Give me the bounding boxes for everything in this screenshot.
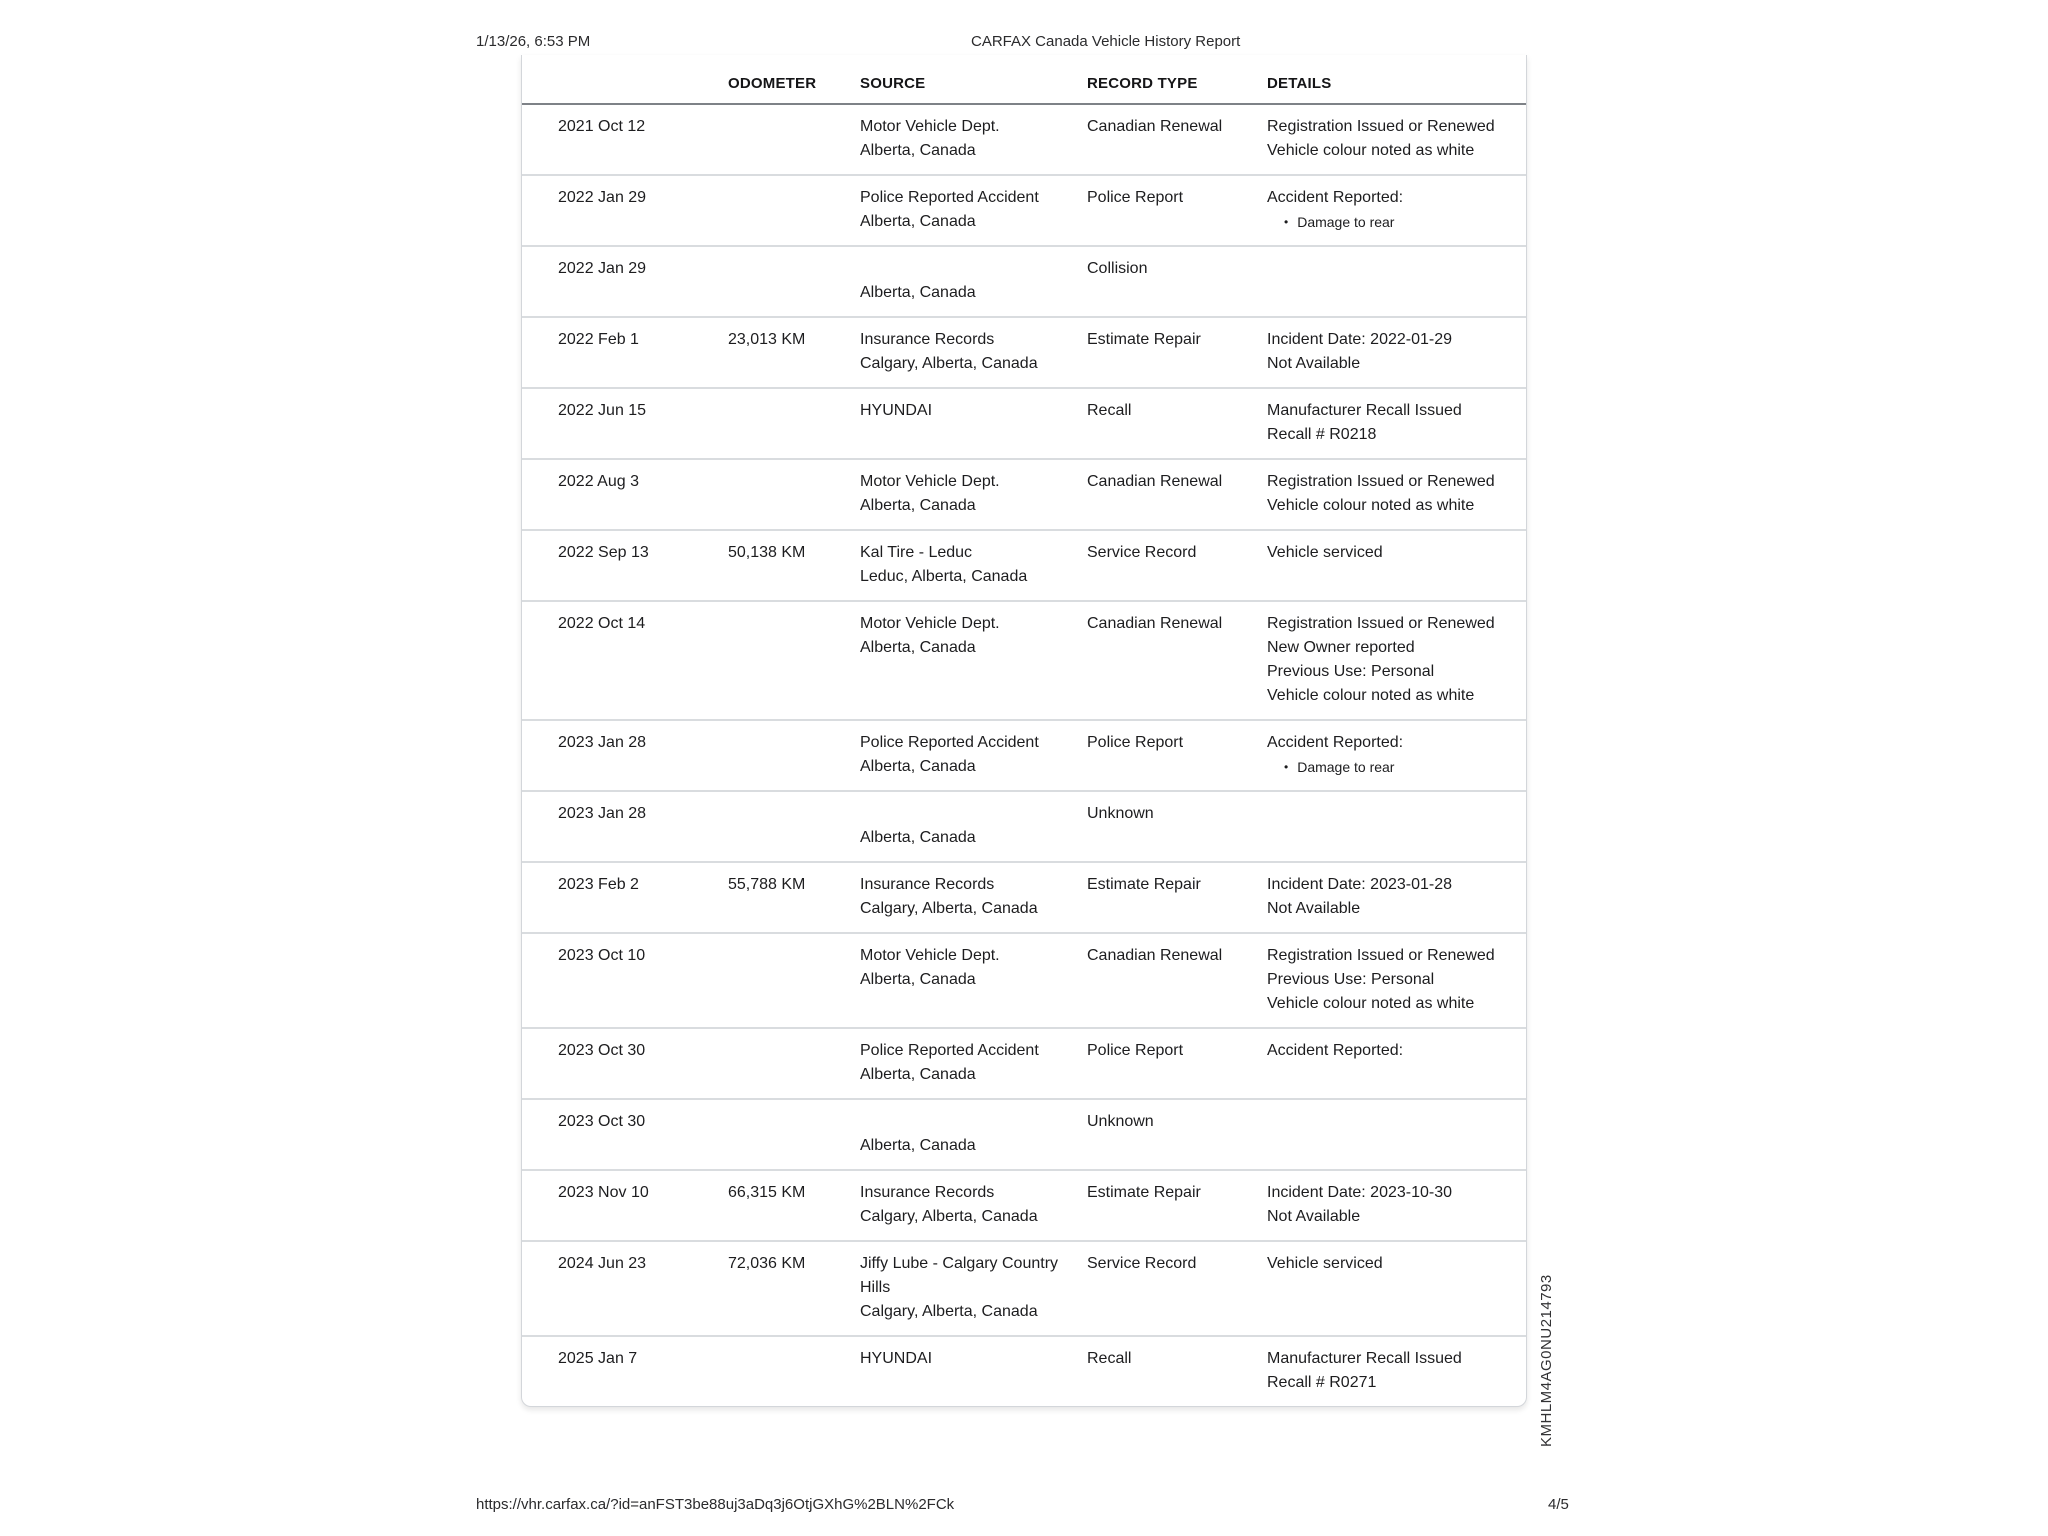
source-line: Motor Vehicle Dept. xyxy=(860,473,1000,490)
history-record-row xyxy=(522,245,1526,316)
column-header-source: SOURCE xyxy=(860,75,926,92)
record-type: Police Report xyxy=(1087,189,1184,206)
source-line: Motor Vehicle Dept. xyxy=(860,947,1000,964)
column-header-odometer: ODOMETER xyxy=(728,75,817,92)
history-record-row xyxy=(522,790,1526,861)
record-date: 2025 Jan 7 xyxy=(558,1350,638,1367)
record-details xyxy=(1267,1181,1526,1229)
detail-bullet-item xyxy=(1267,755,1510,779)
print-datetime: 1/13/26, 6:53 PM xyxy=(476,33,591,50)
detail-line: Accident Reported: xyxy=(1267,189,1404,206)
record-date: 2021 Oct 12 xyxy=(558,118,646,135)
detail-line: Manufacturer Recall Issued xyxy=(1267,402,1462,419)
record-date: 2023 Oct 30 xyxy=(558,1042,646,1059)
record-type: Service Record xyxy=(1087,544,1197,561)
detail-line: Accident Reported: xyxy=(1267,734,1404,751)
record-source xyxy=(860,186,1087,234)
record-source xyxy=(860,1039,1087,1087)
record-date: 2024 Jun 23 xyxy=(558,1255,647,1272)
print-footer-page-number: 4/5 xyxy=(1548,1496,1569,1513)
record-odometer xyxy=(728,1039,860,1087)
record-type: Canadian Renewal xyxy=(1087,615,1223,632)
detail-line: Vehicle colour noted as white xyxy=(1267,687,1475,704)
record-type: Estimate Repair xyxy=(1087,876,1201,893)
detail-bullet-item xyxy=(1267,210,1510,234)
detail-line: Incident Date: 2023-01-28 xyxy=(1267,876,1453,893)
source-line: Kal Tire - Leduc xyxy=(860,544,973,561)
record-date: 2022 Feb 1 xyxy=(558,331,639,348)
history-record-row xyxy=(522,458,1526,529)
record-source xyxy=(860,1252,1087,1324)
record-type: Service Record xyxy=(1087,1255,1197,1272)
detail-line: Accident Reported: xyxy=(1267,1042,1404,1059)
record-source xyxy=(860,731,1087,779)
history-record-row xyxy=(522,1027,1526,1098)
source-line: Alberta, Canada xyxy=(860,1137,976,1154)
history-record-row xyxy=(522,719,1526,790)
source-line: Leduc, Alberta, Canada xyxy=(860,568,1028,585)
source-line: Alberta, Canada xyxy=(860,758,976,775)
print-footer-url: https://vhr.carfax.ca/?id=anFST3be88uj3aDq3j6OtjGXhG%2BLN%2FCk xyxy=(476,1496,955,1513)
detail-line: Incident Date: 2023-10-30 xyxy=(1267,1184,1453,1201)
detail-line: Recall # R0218 xyxy=(1267,426,1377,443)
record-source xyxy=(860,612,1087,708)
page-title: CARFAX Canada Vehicle History Report xyxy=(971,33,1241,50)
source-line: Calgary, Alberta, Canada xyxy=(860,900,1038,917)
source-line: Police Reported Accident xyxy=(860,189,1039,206)
source-line: Police Reported Accident xyxy=(860,734,1039,751)
record-date: 2022 Aug 3 xyxy=(558,473,639,490)
history-record-row xyxy=(522,316,1526,387)
record-odometer: 23,013 KM xyxy=(728,331,806,348)
detail-line: Not Available xyxy=(1267,1208,1361,1225)
record-source xyxy=(860,541,1087,589)
record-source xyxy=(860,470,1087,518)
record-date: 2023 Jan 28 xyxy=(558,734,647,751)
detail-line: Registration Issued or Renewed xyxy=(1267,615,1495,632)
history-record-row xyxy=(522,1335,1526,1406)
column-header-details: DETAILS xyxy=(1267,75,1332,92)
record-odometer xyxy=(728,1110,860,1158)
record-odometer: 72,036 KM xyxy=(728,1255,806,1272)
record-odometer xyxy=(728,944,860,1016)
detail-line: Registration Issued or Renewed xyxy=(1267,473,1495,490)
source-line: Alberta, Canada xyxy=(860,639,976,656)
record-type: Police Report xyxy=(1087,734,1184,751)
source-line: HYUNDAI xyxy=(860,1350,933,1367)
bullet-icon: • xyxy=(1284,760,1289,774)
record-details xyxy=(1267,612,1526,708)
record-date: 2023 Jan 28 xyxy=(558,805,647,822)
source-line: Alberta, Canada xyxy=(860,284,976,301)
record-date: 2022 Jan 29 xyxy=(558,260,647,277)
record-details xyxy=(1267,1252,1526,1324)
detail-line: Not Available xyxy=(1267,900,1361,917)
source-line: Motor Vehicle Dept. xyxy=(860,118,1000,135)
record-details xyxy=(1267,731,1526,779)
record-odometer: 66,315 KM xyxy=(728,1184,806,1201)
history-record-row xyxy=(522,387,1526,458)
record-source xyxy=(860,1347,1087,1395)
table-body xyxy=(522,105,1526,1406)
source-line: Insurance Records xyxy=(860,331,995,348)
record-date: 2023 Oct 30 xyxy=(558,1113,646,1130)
column-header-record-type: RECORD TYPE xyxy=(1087,75,1198,92)
vehicle-history-table xyxy=(521,55,1527,1407)
record-type: Police Report xyxy=(1087,1042,1184,1059)
record-date: 2022 Oct 14 xyxy=(558,615,646,632)
record-details xyxy=(1267,328,1526,376)
record-details xyxy=(1267,873,1526,921)
record-source xyxy=(860,115,1087,163)
record-details xyxy=(1267,470,1526,518)
source-line xyxy=(860,1110,1087,1134)
detail-line: Vehicle serviced xyxy=(1267,1255,1383,1272)
record-odometer xyxy=(728,470,860,518)
record-details xyxy=(1267,541,1526,589)
record-type: Canadian Renewal xyxy=(1087,947,1223,964)
record-details xyxy=(1267,115,1526,163)
record-date: 2023 Oct 10 xyxy=(558,947,646,964)
detail-line: New Owner reported xyxy=(1267,639,1415,656)
record-type: Collision xyxy=(1087,260,1148,277)
record-details xyxy=(1267,1039,1526,1087)
record-type: Recall xyxy=(1087,1350,1132,1367)
record-odometer xyxy=(728,731,860,779)
record-date: 2022 Jun 15 xyxy=(558,402,647,419)
record-type: Estimate Repair xyxy=(1087,331,1201,348)
detail-line: Not Available xyxy=(1267,355,1361,372)
record-type: Unknown xyxy=(1087,1113,1154,1130)
history-record-row xyxy=(522,174,1526,245)
history-record-row xyxy=(522,861,1526,932)
source-line: Motor Vehicle Dept. xyxy=(860,615,1000,632)
record-date: 2022 Jan 29 xyxy=(558,189,647,206)
record-source xyxy=(860,802,1087,850)
source-line: HYUNDAI xyxy=(860,402,933,419)
record-type: Canadian Renewal xyxy=(1087,473,1223,490)
detail-line: Previous Use: Personal xyxy=(1267,971,1435,988)
source-line: Insurance Records xyxy=(860,876,995,893)
history-record-row xyxy=(522,1098,1526,1169)
history-record-row xyxy=(522,1240,1526,1335)
detail-bullet-text: Damage to rear xyxy=(1297,214,1395,230)
record-odometer xyxy=(728,186,860,234)
source-line: Jiffy Lube - Calgary Country xyxy=(860,1255,1059,1272)
bullet-icon: • xyxy=(1284,215,1289,229)
history-record-row xyxy=(522,529,1526,600)
record-details xyxy=(1267,944,1526,1016)
source-line: Alberta, Canada xyxy=(860,971,976,988)
source-line: Insurance Records xyxy=(860,1184,995,1201)
record-odometer: 55,788 KM xyxy=(728,876,806,893)
detail-line: Recall # R0271 xyxy=(1267,1374,1377,1391)
record-source xyxy=(860,257,1087,305)
record-odometer xyxy=(728,399,860,447)
detail-bullet-text: Damage to rear xyxy=(1297,759,1395,775)
source-line: Alberta, Canada xyxy=(860,142,976,159)
source-line: Alberta, Canada xyxy=(860,829,976,846)
history-record-row xyxy=(522,105,1526,174)
record-details xyxy=(1267,257,1526,305)
source-line: Calgary, Alberta, Canada xyxy=(860,355,1038,372)
record-details xyxy=(1267,399,1526,447)
detail-line: Manufacturer Recall Issued xyxy=(1267,1350,1462,1367)
record-date: 2023 Feb 2 xyxy=(558,876,639,893)
source-line: Hills xyxy=(860,1279,891,1296)
detail-line: Vehicle colour noted as white xyxy=(1267,995,1475,1012)
record-odometer xyxy=(728,257,860,305)
detail-line: Registration Issued or Renewed xyxy=(1267,947,1495,964)
record-source xyxy=(860,328,1087,376)
record-source xyxy=(860,1110,1087,1158)
record-type: Estimate Repair xyxy=(1087,1184,1201,1201)
table-header-row xyxy=(522,55,1526,105)
source-line: Alberta, Canada xyxy=(860,1066,976,1083)
history-record-row xyxy=(522,932,1526,1027)
record-type: Canadian Renewal xyxy=(1087,118,1223,135)
record-details xyxy=(1267,1347,1526,1395)
record-date: 2022 Sep 13 xyxy=(558,544,649,561)
history-record-row xyxy=(522,1169,1526,1240)
record-odometer xyxy=(728,1347,860,1395)
detail-line: Vehicle colour noted as white xyxy=(1267,497,1475,514)
history-record-row xyxy=(522,600,1526,719)
record-date: 2023 Nov 10 xyxy=(558,1184,649,1201)
record-type: Unknown xyxy=(1087,805,1154,822)
record-details xyxy=(1267,1110,1526,1158)
detail-line: Previous Use: Personal xyxy=(1267,663,1435,680)
record-details xyxy=(1267,186,1526,234)
source-line: Calgary, Alberta, Canada xyxy=(860,1208,1038,1225)
detail-line: Incident Date: 2022-01-29 xyxy=(1267,331,1453,348)
source-line: Alberta, Canada xyxy=(860,213,976,230)
source-line xyxy=(860,802,1087,826)
source-line: Calgary, Alberta, Canada xyxy=(860,1303,1038,1320)
record-source xyxy=(860,944,1087,1016)
record-odometer: 50,138 KM xyxy=(728,544,806,561)
record-source xyxy=(860,399,1087,447)
source-line: Police Reported Accident xyxy=(860,1042,1039,1059)
record-source xyxy=(860,873,1087,921)
record-type: Recall xyxy=(1087,402,1132,419)
source-line xyxy=(860,257,1087,281)
record-odometer xyxy=(728,612,860,708)
vin-vertical-text: KMHLM4AG0NU214793 xyxy=(1538,1274,1555,1447)
source-line: Alberta, Canada xyxy=(860,497,976,514)
record-source xyxy=(860,1181,1087,1229)
detail-line: Vehicle serviced xyxy=(1267,544,1383,561)
detail-line: Registration Issued or Renewed xyxy=(1267,118,1495,135)
record-odometer xyxy=(728,802,860,850)
detail-line: Vehicle colour noted as white xyxy=(1267,142,1475,159)
record-odometer xyxy=(728,115,860,163)
record-details xyxy=(1267,802,1526,850)
